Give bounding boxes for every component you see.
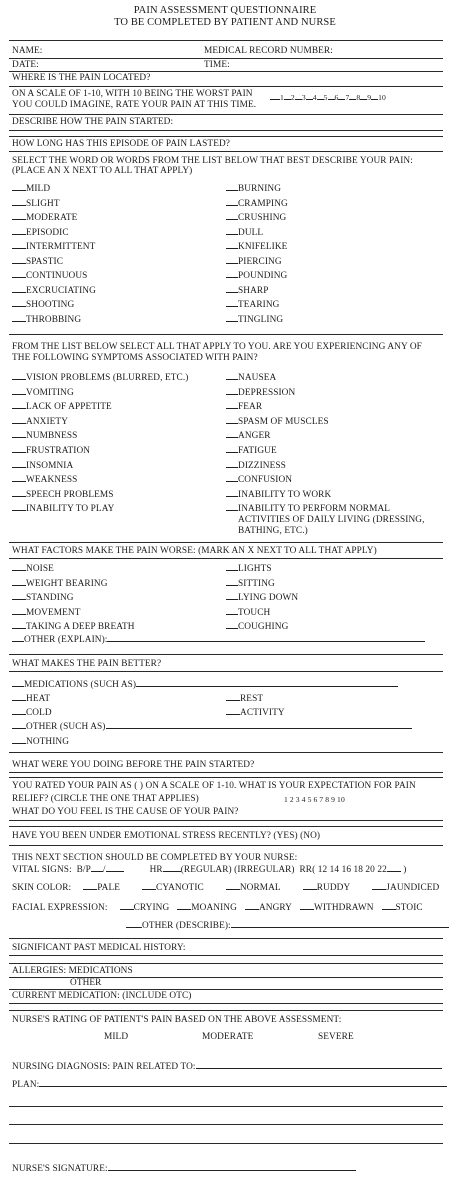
rating-mild[interactable]: MILD <box>104 1032 129 1042</box>
symptom-inability-to-play[interactable] <box>12 505 114 514</box>
skin-cyanotic-blank[interactable] <box>142 889 156 890</box>
checkbox-blank[interactable] <box>226 423 238 424</box>
checkbox-label: LACK OF APPETITE <box>26 402 112 413</box>
checkbox-blank[interactable] <box>226 263 238 264</box>
checkbox-label: SPASTIC <box>26 256 64 267</box>
checkbox-label: VOMITING <box>26 387 74 398</box>
descriptor-sharp[interactable] <box>226 287 268 296</box>
skin-cyanotic: CYANOTIC <box>156 883 204 893</box>
checkbox-blank[interactable] <box>12 205 26 206</box>
descriptor-throbbing[interactable] <box>12 316 81 325</box>
better-other[interactable]: OTHER (SUCH AS) <box>12 723 412 732</box>
descriptor-episodic[interactable] <box>12 229 69 238</box>
checkbox-blank[interactable] <box>12 321 26 322</box>
facial-other-describe[interactable]: OTHER (DESCRIBE): <box>126 922 449 931</box>
descriptor-question-line2: (PLACE AN X NEXT TO ALL THAT APPLY) <box>12 166 193 176</box>
worse-touch[interactable] <box>226 609 270 618</box>
checkbox-blank[interactable] <box>226 570 238 571</box>
symptom-vomiting[interactable] <box>12 389 74 398</box>
checkbox-label: MOVEMENT <box>26 607 81 618</box>
checkbox-label: NAUSEA <box>238 373 277 383</box>
facial-stoic-blank[interactable] <box>382 909 396 910</box>
checkbox-label: TAKING A DEEP BREATH <box>26 622 135 633</box>
checkbox-blank[interactable] <box>12 599 26 600</box>
checkbox-blank[interactable] <box>12 306 26 307</box>
before-line[interactable] <box>9 772 443 773</box>
checkbox-label: SITTING <box>238 578 275 589</box>
checkbox-label: TINGLING <box>238 314 284 325</box>
checkbox-blank[interactable] <box>12 263 26 264</box>
nurse-signature[interactable]: NURSE'S SIGNATURE: <box>12 1165 356 1174</box>
describe-start-line[interactable] <box>9 130 443 131</box>
facial-stoic: STOIC <box>395 903 423 913</box>
scale-blank[interactable] <box>295 99 302 100</box>
descriptor-excruciating[interactable] <box>12 287 96 296</box>
checkbox-blank[interactable] <box>226 277 238 278</box>
location-question: WHERE IS THE PAIN LOCATED? <box>12 73 151 83</box>
checkbox-blank[interactable] <box>12 467 26 468</box>
checkbox-blank[interactable] <box>226 321 238 322</box>
checkbox-label: ANXIETY <box>26 416 69 427</box>
worse-weight-bearing[interactable] <box>12 580 108 589</box>
checkbox-blank[interactable] <box>226 205 238 206</box>
checkbox-blank[interactable] <box>12 394 26 395</box>
expectation-scale[interactable]: 1 2 3 4 5 6 7 8 9 10 <box>284 795 345 804</box>
checkbox-label: POUNDING <box>238 271 288 281</box>
scale-blank[interactable] <box>284 99 291 100</box>
symptom-dizziness[interactable] <box>226 462 286 471</box>
symptom-speech-problems[interactable] <box>12 491 114 500</box>
skin-color-row <box>12 884 439 893</box>
checkbox-blank[interactable] <box>12 248 26 249</box>
skin-pale-blank[interactable] <box>83 889 97 890</box>
plan[interactable]: PLAN: <box>12 1081 447 1090</box>
symptom-continuation-1: ACTIVITIES OF DAILY LIVING (DRESSING, <box>238 515 425 525</box>
checkbox-label: ANGER <box>238 431 271 442</box>
scale-number[interactable]: 9 <box>367 93 372 102</box>
history-label: SIGNIFICANT PAST MEDICAL HISTORY: <box>12 943 186 953</box>
checkbox-label: BURNING <box>238 184 282 194</box>
worse-noise[interactable] <box>12 565 54 574</box>
scale-number[interactable]: 8 <box>356 93 361 102</box>
checkbox-blank[interactable] <box>226 614 238 615</box>
checkbox-label: SHOOTING <box>26 300 75 310</box>
descriptor-crushing[interactable] <box>226 214 286 223</box>
checkbox-label: LIGHTS <box>238 564 272 574</box>
descriptor-tearing[interactable] <box>226 301 280 310</box>
duration-question: HOW LONG HAS THIS EPISODE OF PAIN LASTED? <box>12 139 231 149</box>
skin-ruddy-blank[interactable] <box>303 889 317 890</box>
nursing-diagnosis[interactable]: NURSING DIAGNOSIS: PAIN RELATED TO: <box>12 1063 442 1072</box>
checkbox-blank[interactable] <box>226 408 238 409</box>
symptom-confusion[interactable] <box>226 476 292 485</box>
checkbox-blank[interactable] <box>12 585 26 586</box>
mrn-label: MEDICAL RECORD NUMBER: <box>204 46 333 56</box>
rating-moderate[interactable]: MODERATE <box>202 1032 254 1042</box>
checkbox-label: INTERMITTENT <box>26 242 96 252</box>
date-label: DATE: <box>12 60 39 70</box>
symptom-question-line2: THE FOLLOWING SYMPTOMS ASSOCIATED WITH PAIN? <box>12 353 258 363</box>
skin-ruddy: RUDDY <box>316 883 351 893</box>
symptom-spasm-of-muscles[interactable] <box>226 418 329 427</box>
worse-other[interactable]: OTHER (EXPLAIN): <box>12 636 425 645</box>
checkbox-label: EPISODIC <box>26 227 69 238</box>
skin-normal: NORMAL <box>239 883 281 893</box>
checkbox-blank[interactable] <box>12 510 26 511</box>
checkbox-blank[interactable] <box>226 248 238 249</box>
facial-label: FACIAL EXPRESSION: <box>12 903 108 913</box>
skin-jaundiced-blank[interactable] <box>372 889 386 890</box>
facial-expression-row <box>12 904 423 913</box>
nurse-section-intro: THIS NEXT SECTION SHOULD BE COMPLETED BY YOUR NURSE: <box>12 853 298 863</box>
skin-pale: PALE <box>97 883 121 893</box>
descriptor-burning[interactable] <box>226 185 281 194</box>
scale-number[interactable]: 3 <box>301 93 306 102</box>
checkbox-blank[interactable] <box>12 452 26 453</box>
descriptor-mild[interactable] <box>12 185 50 194</box>
symptom-nausea[interactable] <box>226 374 276 383</box>
date-line[interactable] <box>9 71 443 72</box>
checkbox-label: FEAR <box>238 402 263 413</box>
checkbox-label: DIZZINESS <box>238 460 286 471</box>
descriptor-question-line1: SELECT THE WORD OR WORDS FROM THE LIST BELOW THAT BEST DESCRIBE YOUR PAIN: <box>12 156 413 166</box>
worse-question: WHAT FACTORS MAKE THE PAIN WORSE: (MARK AN X NEXT TO ALL THAT APPLY) <box>12 546 377 556</box>
checkbox-blank[interactable] <box>226 496 238 497</box>
checkbox-blank[interactable] <box>12 628 26 629</box>
facial-angry-blank[interactable] <box>245 909 259 910</box>
scale-number[interactable]: 1 <box>280 93 284 102</box>
worse-lights[interactable] <box>226 565 272 574</box>
scale-number[interactable]: 2 <box>290 93 295 102</box>
facial-withdrawn: WITHDRAWN <box>313 903 374 913</box>
checkbox-label: PIERCING <box>238 256 282 267</box>
checkbox-blank[interactable] <box>226 394 238 395</box>
descriptor-continuous[interactable] <box>12 272 87 281</box>
checkbox-label: CONTINUOUS <box>26 271 88 281</box>
checkbox-label: MILD <box>26 184 51 194</box>
descriptor-spastic[interactable] <box>12 258 63 267</box>
worse-movement[interactable] <box>12 609 81 618</box>
pain-scale[interactable] <box>270 94 386 102</box>
descriptor-piercing[interactable] <box>226 258 282 267</box>
facial-crying-blank[interactable] <box>120 909 134 910</box>
symptom-numbness[interactable] <box>12 432 77 441</box>
better-heat[interactable]: HEAT <box>12 695 50 704</box>
descriptor-cramping[interactable] <box>226 200 288 209</box>
worse-coughing[interactable] <box>226 623 288 632</box>
symptom-continuation-2: BATHING, ETC.) <box>238 526 308 536</box>
checkbox-label: TOUCH <box>238 607 271 618</box>
plan-line-4[interactable] <box>9 1143 443 1144</box>
checkbox-label: SHARP <box>238 285 269 296</box>
scale-number[interactable]: 7 <box>345 93 350 102</box>
name-line[interactable] <box>9 58 443 59</box>
descriptor-pounding[interactable] <box>226 272 287 281</box>
facial-angry: ANGRY <box>258 903 292 913</box>
checkbox-blank[interactable] <box>12 277 26 278</box>
symptom-vision-problems-blurred-etc[interactable] <box>12 374 188 383</box>
checkbox-blank[interactable] <box>12 437 26 438</box>
symptom-lack-of-appetite[interactable] <box>12 403 112 412</box>
checkbox-blank[interactable] <box>226 452 238 453</box>
checkbox-blank[interactable] <box>226 628 238 629</box>
checkbox-label: INSOMNIA <box>26 460 74 471</box>
skin-label: SKIN COLOR: <box>12 883 72 893</box>
checkbox-label: SLIGHT <box>26 198 60 209</box>
scale-blank[interactable] <box>306 99 313 100</box>
checkbox-blank[interactable] <box>12 481 26 482</box>
scale-blank[interactable] <box>270 99 280 100</box>
cause-question: WHAT DO YOU FEEL IS THE CAUSE OF YOUR PAIN? <box>12 807 239 817</box>
checkbox-blank[interactable] <box>12 379 26 380</box>
facial-withdrawn-blank[interactable] <box>300 909 314 910</box>
checkbox-label: CRAMPING <box>238 198 288 209</box>
checkbox-label: LYING DOWN <box>238 593 299 604</box>
symptom-anxiety[interactable] <box>12 418 68 427</box>
checkbox-label: MODERATE <box>26 213 78 223</box>
checkbox-blank[interactable] <box>12 219 26 220</box>
better-cold[interactable]: COLD <box>12 709 52 718</box>
scale-number[interactable]: 5 <box>323 93 328 102</box>
checkbox-label: TEARING <box>238 300 280 310</box>
allergies-other-label: OTHER <box>70 978 102 988</box>
better-nothing[interactable]: NOTHING <box>12 738 69 747</box>
worse-sitting[interactable] <box>226 580 275 589</box>
name-label: NAME: <box>12 46 43 56</box>
checkbox-label: NOISE <box>26 564 54 574</box>
expectation-line2: RELIEF? (CIRCLE THE ONE THAT APPLIES) <box>12 794 199 804</box>
scale-question-line2: YOU COULD IMAGINE, RATE YOUR PAIN AT THIS TIME. <box>12 100 257 110</box>
plan-line-2[interactable] <box>9 1106 443 1107</box>
checkbox-blank[interactable] <box>226 234 238 235</box>
scale-number[interactable]: 4 <box>312 93 317 102</box>
descriptor-dull[interactable] <box>226 229 263 238</box>
symptom-inability-to-work[interactable] <box>226 491 331 500</box>
checkbox-blank[interactable] <box>226 585 238 586</box>
facial-moaning: MOANING <box>191 903 237 913</box>
scale-number[interactable]: 6 <box>334 93 339 102</box>
symptom-fatigue[interactable] <box>226 447 277 456</box>
checkbox-label: COUGHING <box>238 622 289 633</box>
worse-standing[interactable] <box>12 594 74 603</box>
checkbox-label: SPASM OF MUSCLES <box>238 416 329 427</box>
better-question: WHAT MAKES THE PAIN BETTER? <box>12 659 162 669</box>
checkbox-blank[interactable] <box>226 379 238 380</box>
checkbox-blank[interactable] <box>226 437 238 438</box>
checkbox-label: INABILITY TO PERFORM NORMAL <box>238 504 391 515</box>
skin-normal-blank[interactable] <box>226 889 240 890</box>
checkbox-label: SPEECH PROBLEMS <box>26 489 114 500</box>
allergies-medications-label: ALLERGIES: MEDICATIONS <box>12 966 133 976</box>
duration-line[interactable] <box>9 151 443 152</box>
symptom-question-line1: FROM THE LIST BELOW SELECT ALL THAT APPLY TO YOU. ARE YOU EXPERIENCING ANY OF <box>12 342 422 352</box>
current-medication-label: CURRENT MEDICATION: (INCLUDE OTC) <box>12 991 192 1001</box>
vital-signs-row[interactable]: VITAL SIGNS: B/P / HR (REGULAR) (IRREGULAR) RR( 12 14 16 18 20 22 ) <box>12 865 407 875</box>
checkbox-blank[interactable] <box>226 306 238 307</box>
checkbox-label: FATIGUE <box>238 446 277 456</box>
time-label: TIME: <box>204 60 230 70</box>
scale-blank[interactable] <box>317 99 324 100</box>
checkbox-label: DEPRESSION <box>238 387 296 398</box>
checkbox-label: KNIFELIKE <box>238 242 288 252</box>
checkbox-label: EXCRUCIATING <box>26 285 96 296</box>
checkbox-blank[interactable] <box>226 599 238 600</box>
cause-line[interactable] <box>9 820 443 821</box>
checkbox-blank[interactable] <box>226 190 238 191</box>
checkbox-label: CONFUSION <box>238 475 293 486</box>
history-line[interactable] <box>9 955 443 956</box>
scale-blank[interactable] <box>328 99 335 100</box>
checkbox-label: INABILITY TO WORK <box>238 489 332 500</box>
checkbox-label: CRUSHING <box>238 213 287 223</box>
current-medication-line[interactable] <box>9 1003 443 1004</box>
nurse-rating-label: NURSE'S RATING OF PATIENT'S PAIN BASED ON THE ABOVE ASSESSMENT: <box>12 1015 342 1025</box>
checkbox-blank[interactable] <box>226 510 238 511</box>
descriptor-intermittent[interactable] <box>12 243 95 252</box>
descriptor-shooting[interactable] <box>12 301 74 310</box>
symptom-frustration[interactable] <box>12 447 90 456</box>
checkbox-blank[interactable] <box>226 467 238 468</box>
better-rest[interactable]: REST <box>226 695 263 704</box>
form-subtitle: TO BE COMPLETED BY PATIENT AND NURSE <box>114 17 336 28</box>
checkbox-label: WEIGHT BEARING <box>26 578 108 589</box>
symptom-depression[interactable] <box>226 389 295 398</box>
descriptor-tingling[interactable] <box>226 316 283 325</box>
facial-moaning-blank[interactable] <box>177 909 191 910</box>
scale-number[interactable]: 10 <box>378 93 386 102</box>
stress-question: HAVE YOU BEEN UNDER EMOTIONAL STRESS RECENTLY? (YES) (NO) <box>12 831 321 841</box>
location-line[interactable] <box>9 86 443 87</box>
checkbox-label: NUMBNESS <box>26 431 78 442</box>
checkbox-label: DULL <box>238 227 264 238</box>
worse-taking-a-deep-breath[interactable] <box>12 623 135 632</box>
checkbox-blank[interactable] <box>226 481 238 482</box>
plan-line-3[interactable] <box>9 1124 443 1125</box>
checkbox-label: INABILITY TO PLAY <box>26 504 115 515</box>
checkbox-label: WEAKNESS <box>26 475 78 486</box>
symptom-inability-to-perform-normal[interactable] <box>226 505 390 514</box>
checkbox-blank[interactable] <box>226 292 238 293</box>
form-title: PAIN ASSESSMENT QUESTIONNAIRE <box>133 5 317 16</box>
descriptor-slight[interactable] <box>12 200 60 209</box>
checkbox-blank[interactable] <box>12 496 26 497</box>
symptom-fear[interactable] <box>226 403 262 412</box>
checkbox-blank[interactable] <box>12 570 26 571</box>
checkbox-blank[interactable] <box>226 219 238 220</box>
checkbox-blank[interactable] <box>12 423 26 424</box>
checkbox-label: VISION PROBLEMS (BLURRED, ETC.) <box>26 373 189 383</box>
scale-question-line1: ON A SCALE OF 1-10, WITH 10 BEING THE WORST PAIN <box>12 89 253 99</box>
symptom-weakness[interactable] <box>12 476 77 485</box>
worse-lying-down[interactable] <box>226 594 298 603</box>
checkbox-label: FRUSTRATION <box>26 446 91 456</box>
skin-jaundiced: JAUNDICED <box>386 883 440 893</box>
better-medications[interactable]: MEDICATIONS (SUCH AS) <box>12 681 398 690</box>
checkbox-blank[interactable] <box>12 190 26 191</box>
checkbox-blank[interactable] <box>12 234 26 235</box>
descriptor-moderate[interactable] <box>12 214 77 223</box>
before-question: WHAT WERE YOU DOING BEFORE THE PAIN STARTED? <box>12 760 255 770</box>
checkbox-blank[interactable] <box>12 408 26 409</box>
symptom-anger[interactable] <box>226 432 271 441</box>
expectation-line1: YOU RATED YOUR PAIN AS ( ) ON A SCALE OF 1-10. WHAT IS YOUR EXPECTATION FOR PAIN <box>12 781 416 791</box>
describe-start-question: DESCRIBE HOW THE PAIN STARTED: <box>12 117 174 127</box>
symptom-insomnia[interactable] <box>12 462 73 471</box>
better-activity[interactable]: ACTIVITY <box>226 709 285 718</box>
checkbox-blank[interactable] <box>12 614 26 615</box>
descriptor-knifelike[interactable] <box>226 243 287 252</box>
checkbox-blank[interactable] <box>12 292 26 293</box>
checkbox-label: STANDING <box>26 593 74 604</box>
rating-severe[interactable]: SEVERE <box>318 1032 354 1042</box>
checkbox-label: THROBBING <box>26 314 82 325</box>
facial-crying: CRYING <box>133 903 170 913</box>
